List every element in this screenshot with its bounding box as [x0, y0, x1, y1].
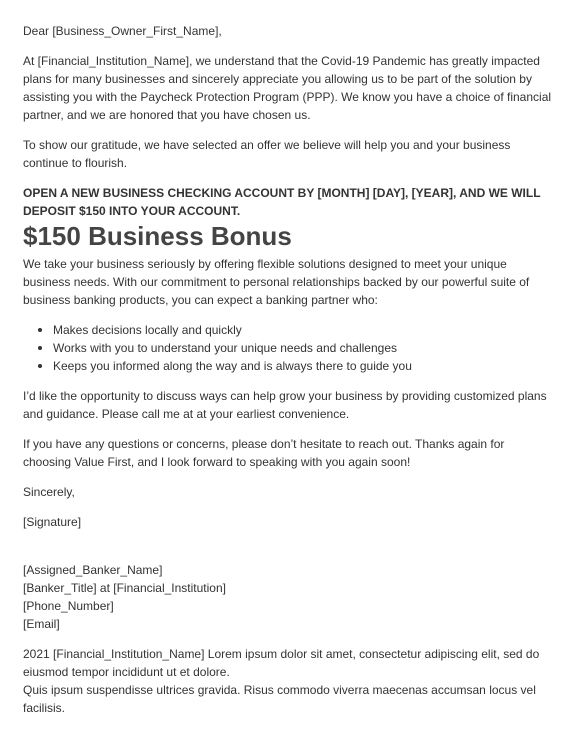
banker-phone: [Phone_Number] [23, 599, 114, 613]
intro-paragraph: At [Financial_Institution_Name], we understand that the Covid-19 Pandemic has greatly impacted plans for many businesses and sincerely appreciate you allowing us to be part of the solution by assisting you with the Paycheck Protection Program (PPP). We know you have a choice of financial partner, and we are honored that you have chosen us. [23, 54, 552, 122]
banker-contact-block [23, 543, 553, 633]
questions-paragraph: If you have any questions or concerns, please don’t hesitate to reach out. Thanks again for choosing Value First, and I look forward to speaking with you again soon! [23, 437, 505, 469]
list-item [53, 339, 553, 357]
opportunity-paragraph: I’d like the opportunity to discuss ways can help grow your business by providing customized plans and guidance. Please call me at at your earliest convenience. [23, 389, 547, 421]
footer-legal-line-2: Quis ipsum suspendisse ultrices gravida. Risus commodo viverra maecenas accumsan locus vel facilisis. [23, 683, 536, 715]
bullet-icon [38, 346, 42, 350]
signature: [Signature] [23, 515, 82, 529]
letter-body [23, 22, 553, 717]
footer [23, 645, 553, 717]
bullet-icon [38, 328, 42, 332]
list-item-text: Makes decisions locally and quickly [53, 323, 242, 337]
list-item-text: Keeps you informed along the way and is always there to guide you [53, 359, 412, 373]
banker-title: [Banker_Title] at [Financial_Institution] [23, 581, 226, 595]
greeting: Dear [Business_Owner_First_Name], [23, 24, 222, 38]
closing: Sincerely, [23, 485, 75, 499]
benefits-list [23, 321, 553, 375]
bullet-icon [38, 364, 42, 368]
list-item-text: Works with you to understand your unique needs and challenges [53, 341, 397, 355]
gratitude-paragraph: To show our gratitude, we have selected an offer we believe will help you and your business continue to flourish. [23, 138, 511, 170]
list-item [53, 357, 553, 375]
banker-email: [Email] [23, 617, 60, 631]
banker-name: [Assigned_Banker_Name] [23, 563, 163, 577]
bonus-headline: $150 Business Bonus [23, 221, 292, 251]
commitment-paragraph: We take your business seriously by offering flexible solutions designed to meet your unique business needs. With our commitment to personal relationships backed by our powerful suite of business banking products, you can expect a banking partner who: [23, 257, 530, 307]
offer-statement: OPEN A NEW BUSINESS CHECKING ACCOUNT BY [MONTH] [DAY], [YEAR], AND WE WILL DEPOSIT $150 INTO YOUR ACCOUNT. [23, 186, 541, 218]
footer-legal-line: 2021 [Financial_Institution_Name] Lorem ipsum dolor sit amet, consectetur adipiscing elit, sed do eiusmod tempor incididunt ut et dolore. [23, 647, 540, 679]
list-item [53, 321, 553, 339]
